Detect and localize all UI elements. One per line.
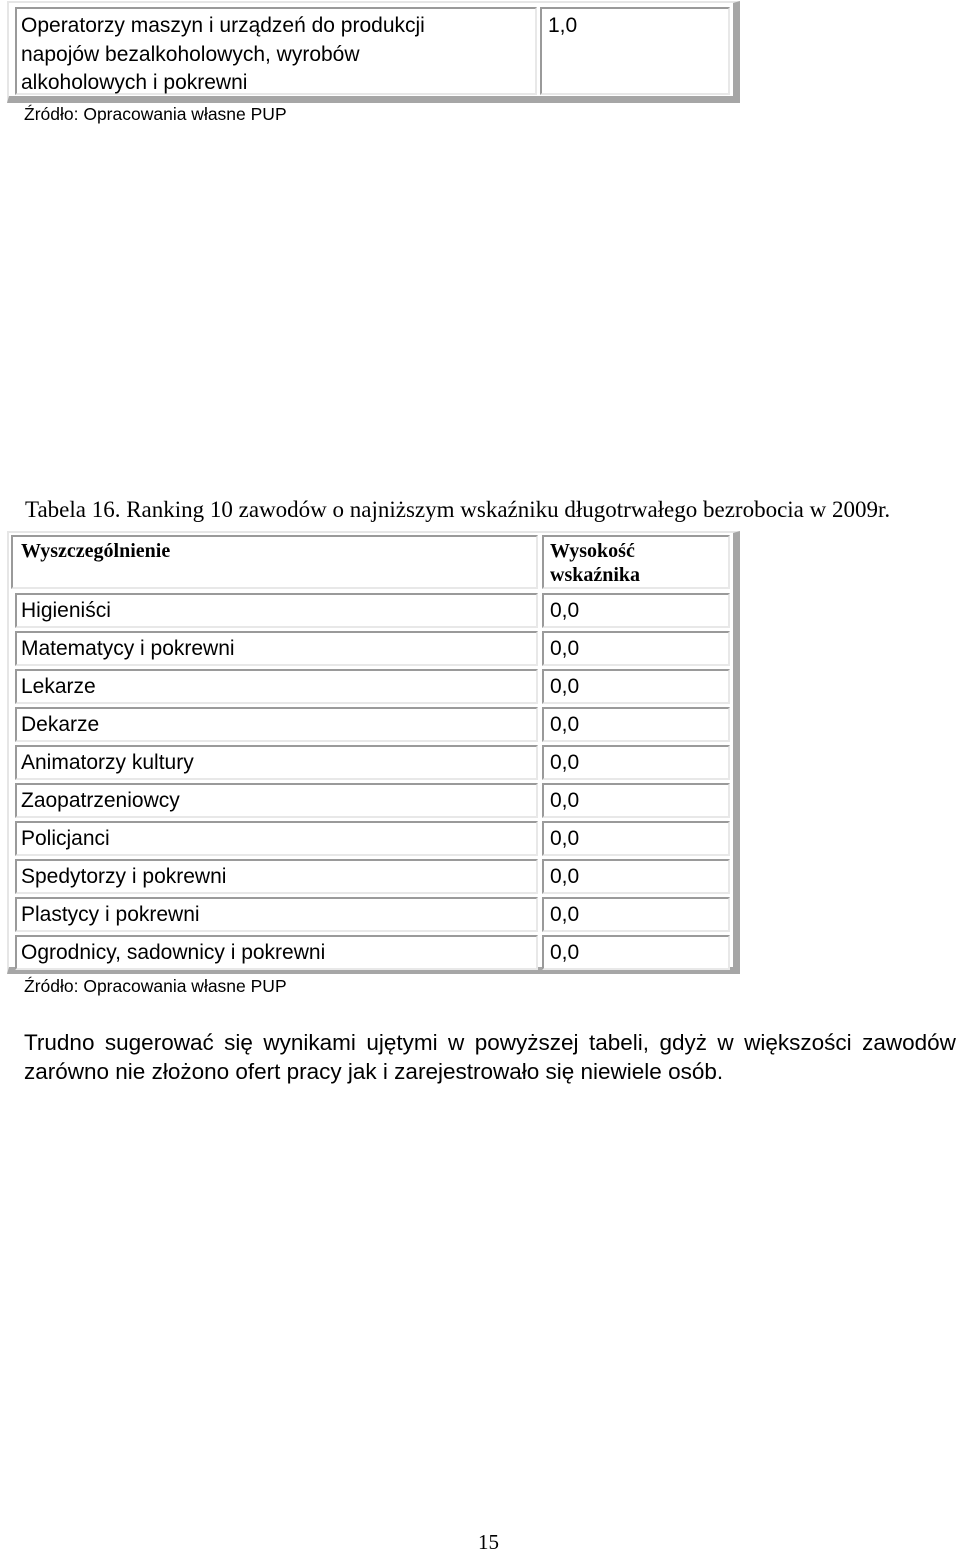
table-row-name-cell: [15, 897, 538, 932]
table-row-value: 0,0: [550, 865, 580, 888]
header-col2-line2: wskaźnika: [550, 564, 641, 586]
table-row-value: 0,0: [550, 751, 580, 774]
table-row-name-cell: [15, 631, 538, 666]
top-table: [7, 1, 740, 103]
table-row-value-cell: [542, 707, 730, 742]
table-row-value-cell: [542, 897, 730, 932]
table-row-value-cell: [542, 669, 730, 704]
source-note-2: Źródło: Opracowania własne PUP: [24, 976, 287, 996]
table-row-value-cell: [542, 631, 730, 666]
table-row-value: 0,0: [550, 903, 580, 926]
table-caption: Tabela 16. Ranking 10 zawodów o najniższym wskaźniku długotrwałego bezrobocia w 2009r.: [25, 497, 891, 522]
table-row-name-cell: [15, 859, 538, 894]
table-row-name: Dekarze: [21, 713, 100, 736]
table-row-value: 0,0: [550, 789, 580, 812]
paragraph-word: tabeli,: [588, 1030, 650, 1055]
table-row-value: 0,0: [550, 713, 580, 736]
paragraph-word: w: [717, 1030, 734, 1055]
paragraph-word: zawodów: [862, 1030, 956, 1055]
table-row-name-cell: [15, 821, 538, 856]
table-row-name: Plastycy i pokrewni: [21, 903, 200, 926]
paragraph-word: sugerować: [104, 1030, 214, 1055]
top-table-occupation-cell: [15, 7, 537, 95]
header-col1: Wyszczególnienie: [21, 540, 171, 562]
ranking-table: [7, 531, 740, 974]
table-row-name-cell: [15, 707, 538, 742]
table-row-value: 0,0: [550, 675, 580, 698]
table-row-value: 0,0: [550, 941, 580, 964]
paragraph-word: większości: [744, 1030, 852, 1055]
table-row-name-cell: [15, 935, 538, 970]
table-row-name-cell: [15, 783, 538, 818]
table-row-name: Animatorzy kultury: [21, 751, 194, 774]
paragraph-word: ujętymi: [366, 1030, 438, 1055]
table-row-value-cell: [542, 821, 730, 856]
paragraph-word: wynikami: [263, 1030, 356, 1055]
paragraph-word: w: [448, 1030, 465, 1055]
paragraph-line-2: zarówno nie złożono ofert pracy jak i zarejestrowało się niewiele osób.: [24, 1059, 724, 1084]
header-col1-cell: [11, 535, 538, 589]
paragraph-line-1: [24, 1030, 956, 1056]
table-row-name: Higieniści: [21, 599, 111, 622]
header-col2-cell: [542, 535, 730, 589]
paragraph-word: powyższej: [474, 1030, 579, 1055]
header-col2-line1: Wysokość: [550, 540, 635, 562]
top-table-occupation-line-1: Operatorzy maszyn i urządzeń do produkcji: [21, 14, 425, 37]
table-row-name-cell: [15, 745, 538, 780]
table-row-value-cell: [542, 745, 730, 780]
top-table-occupation-line-3: alkoholowych i pokrewni: [21, 71, 248, 94]
source-note-1: Źródło: Opracowania własne PUP: [24, 104, 287, 124]
top-table-value-cell: [540, 7, 730, 95]
table-row-name: Ogrodnicy, sadownicy i pokrewni: [21, 941, 326, 964]
top-table-occupation-line-2: napojów bezalkoholowych, wyrobów: [21, 43, 360, 66]
table-row-value-cell: [542, 935, 730, 970]
table-row-name: Policjanci: [21, 827, 110, 850]
table-row-name-cell: [15, 593, 538, 628]
paragraph-word: Trudno: [24, 1030, 95, 1055]
table-row-name-cell: [15, 669, 538, 704]
table-row-name: Zaopatrzeniowcy: [21, 789, 180, 812]
page-number: 15: [478, 1530, 499, 1554]
top-table-value: 1,0: [548, 14, 578, 37]
table-row-name: Matematycy i pokrewni: [21, 637, 235, 660]
table-row-name: Lekarze: [21, 675, 96, 698]
paragraph-word: się: [224, 1030, 253, 1055]
table-row-value-cell: [542, 593, 730, 628]
paragraph-word: gdyż: [659, 1030, 707, 1055]
table-row-value: 0,0: [550, 599, 580, 622]
table-row-value-cell: [542, 859, 730, 894]
table-row-name: Spedytorzy i pokrewni: [21, 865, 227, 888]
table-row-value: 0,0: [550, 827, 580, 850]
table-row-value-cell: [542, 783, 730, 818]
table-row-value: 0,0: [550, 637, 580, 660]
